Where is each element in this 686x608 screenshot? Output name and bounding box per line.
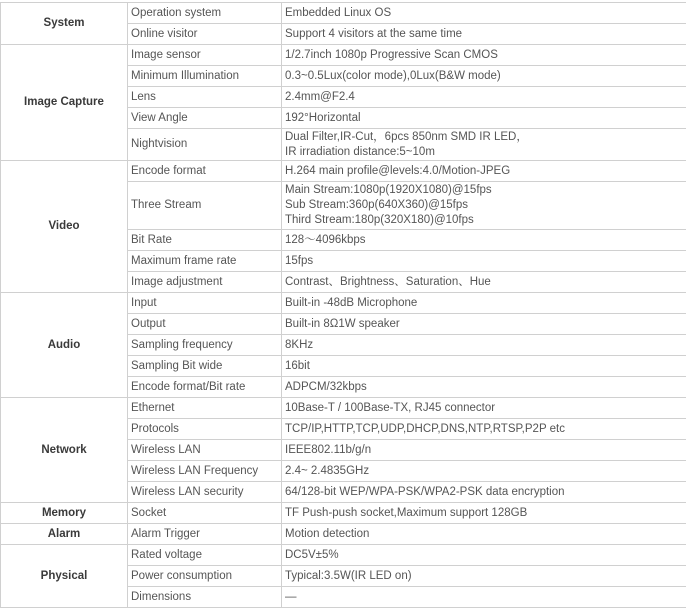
- spec-label: Rated voltage: [128, 545, 282, 566]
- spec-value-line: 10Base-T / 100Base-TX, RJ45 connector: [285, 401, 686, 416]
- spec-value-line: Embedded Linux OS: [285, 6, 686, 21]
- category-network: Network: [1, 398, 128, 503]
- spec-value-line: Third Stream:180p(320X180)@10fps: [285, 213, 686, 228]
- spec-value: [282, 66, 686, 87]
- spec-value-line: Built-in -48dB Microphone: [285, 296, 686, 311]
- spec-row-rated-voltage: [1, 545, 686, 566]
- spec-row-alarm-trigger: [1, 524, 686, 545]
- spec-value-line: IEEE802.11b/g/n: [285, 443, 686, 458]
- spec-label: Online visitor: [128, 24, 282, 45]
- spec-label: Image adjustment: [128, 272, 282, 293]
- spec-value-line: Support 4 visitors at the same time: [285, 27, 686, 42]
- spec-value-line: 128～4096kbps: [285, 233, 686, 248]
- spec-row-ethernet: [1, 398, 686, 419]
- spec-value-line: ADPCM/32kbps: [285, 380, 686, 395]
- spec-value: [282, 293, 686, 314]
- category-physical: Physical: [1, 545, 128, 608]
- spec-value-line: TCP/IP,HTTP,TCP,UDP,DHCP,DNS,NTP,RTSP,P2P etc: [285, 422, 686, 437]
- spec-value: [282, 440, 686, 461]
- spec-value: [282, 3, 686, 24]
- spec-value-line: Main Stream:1080p(1920X1080)@15fps: [285, 183, 686, 198]
- spec-value-line: Sub Stream:360p(640X360)@15fps: [285, 198, 686, 213]
- category-alarm: Alarm: [1, 524, 128, 545]
- spec-value-line: Built-in 8Ω1W speaker: [285, 317, 686, 332]
- spec-value: [282, 161, 686, 182]
- spec-value: [282, 108, 686, 129]
- spec-label: Three Stream: [128, 182, 282, 230]
- spec-label: Nightvision: [128, 129, 282, 161]
- spec-label: Wireless LAN: [128, 440, 282, 461]
- spec-value-line: Motion detection: [285, 527, 686, 542]
- spec-table-body: [1, 3, 686, 608]
- spec-label: Sampling Bit wide: [128, 356, 282, 377]
- spec-value: [282, 129, 686, 161]
- spec-label: Alarm Trigger: [128, 524, 282, 545]
- spec-value: [282, 182, 686, 230]
- spec-value: [282, 272, 686, 293]
- spec-value-line: Contrast、Brightness、Saturation、Hue: [285, 275, 686, 290]
- spec-value-line: Dual Filter,IR-Cut，6pcs 850nm SMD IR LED，: [285, 130, 686, 145]
- spec-value: [282, 524, 686, 545]
- spec-value: [282, 461, 686, 482]
- category-system: System: [1, 3, 128, 45]
- spec-label: Power consumption: [128, 566, 282, 587]
- spec-value-line: 8KHz: [285, 338, 686, 353]
- spec-label: Protocols: [128, 419, 282, 440]
- spec-value: [282, 356, 686, 377]
- spec-label: Wireless LAN Frequency: [128, 461, 282, 482]
- spec-value-line: 0.3~0.5Lux(color mode),0Lux(B&W mode): [285, 69, 686, 84]
- spec-label: Output: [128, 314, 282, 335]
- spec-value: [282, 335, 686, 356]
- spec-label: Encode format: [128, 161, 282, 182]
- spec-value-line: 192°Horizontal: [285, 111, 686, 126]
- spec-value-line: —: [285, 590, 686, 605]
- spec-value-line: Typical:3.5W(IR LED on): [285, 569, 686, 584]
- spec-label: Wireless LAN security: [128, 482, 282, 503]
- spec-value: [282, 24, 686, 45]
- spec-row-socket: [1, 503, 686, 524]
- spec-value-line: DC5V±5%: [285, 548, 686, 563]
- spec-value: [282, 566, 686, 587]
- spec-label: Encode format/Bit rate: [128, 377, 282, 398]
- spec-row-image-sensor: [1, 45, 686, 66]
- spec-label: Input: [128, 293, 282, 314]
- spec-label: Dimensions: [128, 587, 282, 608]
- spec-value: [282, 45, 686, 66]
- spec-value: [282, 482, 686, 503]
- spec-label: Image sensor: [128, 45, 282, 66]
- spec-value: [282, 377, 686, 398]
- category-memory: Memory: [1, 503, 128, 524]
- category-image-capture: Image Capture: [1, 45, 128, 161]
- spec-label: Socket: [128, 503, 282, 524]
- spec-value: [282, 314, 686, 335]
- spec-label: Bit Rate: [128, 230, 282, 251]
- spec-value-line: 15fps: [285, 254, 686, 269]
- spec-value: [282, 503, 686, 524]
- spec-label: Operation system: [128, 3, 282, 24]
- category-audio: Audio: [1, 293, 128, 398]
- spec-value-line: H.264 main profile@levels:4.0/Motion-JPEG: [285, 164, 686, 179]
- spec-row-encode-format: [1, 161, 686, 182]
- spec-value-line: IR irradiation distance:5~10m: [285, 145, 686, 160]
- category-video: Video: [1, 161, 128, 293]
- spec-value: [282, 419, 686, 440]
- spec-label: Minimum Illumination: [128, 66, 282, 87]
- spec-value-line: 2.4~ 2.4835GHz: [285, 464, 686, 479]
- spec-value: [282, 398, 686, 419]
- spec-value: [282, 545, 686, 566]
- spec-value-line: 64/128-bit WEP/WPA-PSK/WPA2-PSK data encryption: [285, 485, 686, 500]
- spec-value-line: TF Push-push socket,Maximum support 128GB: [285, 506, 686, 521]
- spec-value: [282, 251, 686, 272]
- spec-label: Lens: [128, 87, 282, 108]
- spec-row-operation-system: [1, 3, 686, 24]
- spec-row-input: [1, 293, 686, 314]
- spec-label: Sampling frequency: [128, 335, 282, 356]
- spec-value: [282, 587, 686, 608]
- spec-value-line: 1/2.7inch 1080p Progressive Scan CMOS: [285, 48, 686, 63]
- spec-value-line: 16bit: [285, 359, 686, 374]
- spec-value: [282, 87, 686, 108]
- spec-label: View Angle: [128, 108, 282, 129]
- spec-label: Ethernet: [128, 398, 282, 419]
- spec-label: Maximum frame rate: [128, 251, 282, 272]
- spec-table: [0, 2, 686, 608]
- spec-value: [282, 230, 686, 251]
- spec-value-line: 2.4mm@F2.4: [285, 90, 686, 105]
